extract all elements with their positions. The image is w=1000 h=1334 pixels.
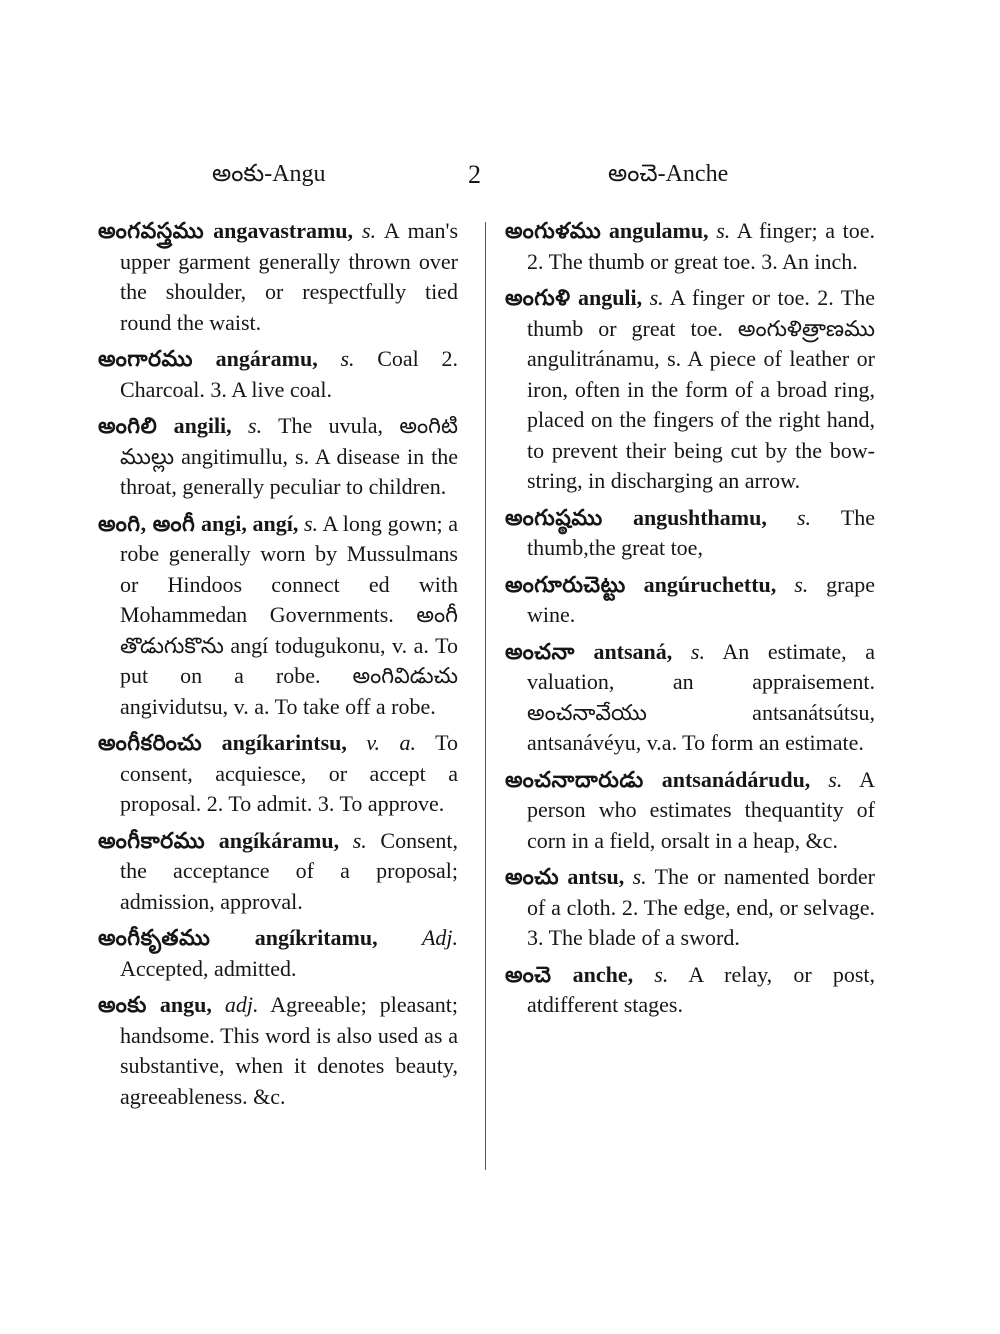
definition: A finger; a toe. 2. The thumb or great toe. 3. An inch. [527,218,875,274]
transliteration: angavastramu, [213,218,354,243]
telugu-headword: అంగవస్త్రము [98,218,205,243]
dictionary-entry [505,503,875,564]
telugu-headword: అంగారము [98,346,193,371]
part-of-speech: s. [828,766,843,792]
dictionary-entry [98,826,458,918]
part-of-speech: s. [248,413,263,438]
definition: grape wine. [527,571,876,627]
telugu-headword: అంచు [505,864,560,889]
dictionary-entry [98,923,458,984]
transliteration: angushthamu, [632,504,767,530]
telugu-headword: అంగిలి [98,413,158,438]
dictionary-entry [505,637,875,759]
dictionary-entry [505,765,875,857]
part-of-speech: s. [362,218,377,243]
definition: A long gown; a robe generally worn by Mussulmans or Hindoos connect ed with Mohammedan Governments. అంగీ తొడుగుకొను angí todugukonu, v. a. To put on a robe. అంగివిడుచు angividutsu, v. a. To take off a robe. [120,510,458,719]
dictionary-entry [98,728,458,820]
transliteration: anguli, [577,285,643,310]
dictionary-entry [98,411,458,503]
transliteration: angáramu, [215,346,318,371]
transliteration: angíkáramu, [218,827,340,853]
part-of-speech: s. [794,571,809,597]
header-right-guideword: అంచె-Anche [608,161,729,187]
dictionary-entry [98,216,458,338]
page-header [0,160,1000,200]
transliteration: angulamu, [608,218,709,243]
definition: Accepted, admitted. [120,955,297,981]
definition: The thumb,the great toe, [527,504,876,560]
definition: Coal 2. Charcoal. 3. A live coal. [120,346,458,402]
definition: The uvula, అంగిటి ముల్లు angitimullu, s. A disease in the throat, generally peculiar to children. [120,413,458,499]
definition: To consent, acquiesce, or accept a proposal. 2. To admit. 3. To approve. [120,730,459,816]
telugu-headword: అంగి, అంగీ [98,510,196,536]
transliteration: anche, [572,961,634,987]
part-of-speech: s. [716,218,731,243]
telugu-headword: అంగీకరించు [98,730,203,755]
page-number: 2 [468,160,481,189]
definition: A finger or toe. 2. The thumb or great toe. అంగుళిత్రాణము angulitránamu, s. A piece of leather or iron, often in the form of a broad ring, placed on the fingers of the right hand, to prevent their being cut by the bow-string, in discharging an arrow. [527,285,876,493]
dictionary-entry [98,344,458,405]
right-column [505,216,875,1027]
transliteration: angu, [159,992,212,1017]
part-of-speech: v. a. [366,730,417,755]
part-of-speech: s. [690,638,705,664]
left-column [98,216,458,1118]
dictionary-entry [505,862,875,954]
telugu-headword: అంగూరుచెట్టు [505,571,626,597]
part-of-speech: s. [303,510,319,536]
telugu-headword: అంగీకారము [98,827,206,853]
part-of-speech: s. [340,346,355,371]
transliteration: angi, angí, [200,510,299,536]
definition: Consent, the acceptance of a proposal; admission, approval. [120,827,459,914]
transliteration: angúruchettu, [643,571,777,597]
dictionary-entry [505,216,875,277]
dictionary-entry [505,283,875,497]
part-of-speech: adj. [224,992,259,1017]
column-divider [485,222,486,1170]
transliteration: antsu, [567,864,625,889]
telugu-headword: అంచనాదారుడు [505,766,644,792]
transliteration: angíkarintsu, [221,730,347,755]
part-of-speech: s. [654,961,669,987]
transliteration: angíkritamu, [254,925,378,950]
telugu-headword: అంగుళము [505,218,602,243]
definition: An estimate, a valuation, an appraisement. అంచనావేయు antsanátsútsu, antsanávéyu, v.a. To form an estimate. [527,638,875,755]
telugu-headword: అంగీకృతము [98,925,211,950]
transliteration: antsaná, [593,638,673,664]
part-of-speech: s. [649,285,664,310]
dictionary-entry [505,570,875,631]
header-left-guideword: అంకు-Angu [212,161,326,187]
dictionary-entry [505,960,875,1021]
part-of-speech: s. [352,827,367,853]
definition: The or namented border of a cloth. 2. The edge, end, or selvage. 3. The blade of a sword. [527,864,876,950]
part-of-speech: Adj. [421,925,459,950]
telugu-headword: అంచె [505,961,552,987]
transliteration: antsanádárudu, [661,766,811,792]
definition: A relay, or post, atdifferent stages. [527,961,875,1017]
part-of-speech: s. [632,864,647,889]
dictionary-entry [98,990,458,1112]
definition: A man's upper garment generally thrown over the shoulder, or respectfully tied round the waist. [120,218,459,335]
telugu-headword: అంగుష్ఠము [505,504,603,530]
telugu-headword: అంగుళి [505,285,571,310]
part-of-speech: s. [796,504,812,530]
definition: A person who estimates thequantity of corn in a field, orsalt in a heap, &c. [527,766,875,853]
definition: Agreeable; pleasant; handsome. This word is also used as a substantive, when it denotes beauty, agreeableness. &c. [120,992,458,1109]
dictionary-entry [98,509,458,723]
telugu-headword: అంకు [98,992,147,1017]
telugu-headword: అంచనా [505,638,575,664]
transliteration: angili, [173,413,232,438]
